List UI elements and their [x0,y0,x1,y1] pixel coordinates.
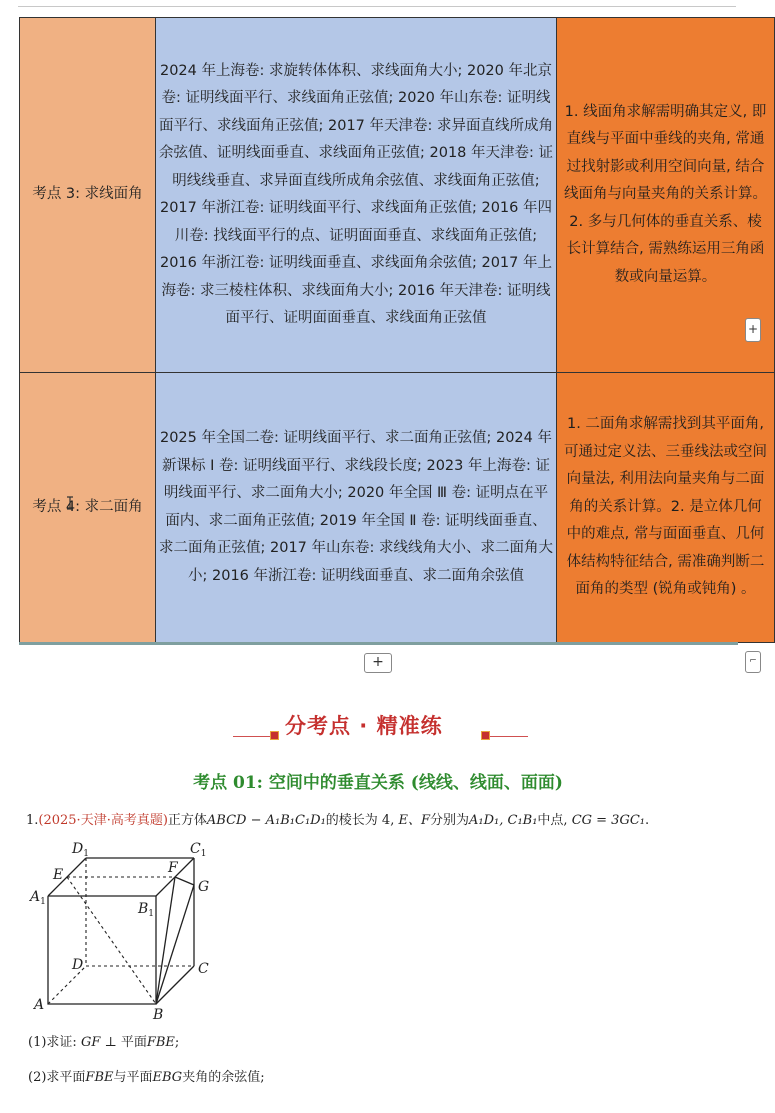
cube-figure [26,838,226,1023]
text-cursor-icon [66,496,74,510]
topic-cell: 考点 3: 求线面角 [20,18,156,373]
part-text: 夹角的余弦值; [182,1070,265,1085]
vertex-label: C [198,961,209,977]
question-math: E、F [398,813,430,828]
add-column-button[interactable]: + [745,318,761,342]
question-text: 正方体 [167,813,207,828]
question-text: . [645,813,650,828]
notes-cell: 1. 线面角求解需明确其定义, 即直线与平面中垂线的夹角, 常通过找射影或利用空间向量, 结合线面角与向量夹角的关系计算。2. 多与几何体的垂直关系、棱长计算结合, 需熟练运用三角函数或向量运算。 [557,18,775,373]
question-1-stem [26,812,649,830]
notes-cell: 1. 二面角求解需找到其平面角, 可通过定义法、三垂线法或空间向量法, 利用法向量夹角与二面角的关系计算。2. 是立体几何中的难点, 常与面面垂直、几何体结构特征结合, 需准确判断二面角的类型 (锐角或钝角) 。 [557,373,775,643]
question-math: A₁D₁, C₁B₁ [469,813,538,828]
vertex-label: D [72,957,84,973]
topic-cell: 考点 4: 求二面角 [20,373,156,643]
table-row [20,18,775,373]
page-top-border [18,6,736,7]
vertex-label: G [198,879,210,895]
section-line-right [490,736,528,737]
vertex-label: $C_1$ [190,841,207,859]
vertex-label: $D_1$ [72,841,89,859]
question-text: 中点, [537,813,572,828]
part-math: FBE [85,1070,114,1085]
question-math: CG = 3GC₁ [571,813,645,828]
table-bottom-border [19,642,738,645]
papers-cell: 2025 年全国二卷: 证明线面平行、求二面角正弦值; 2024 年新课标 Ⅰ 卷: 证明线面平行、求线段长度; 2023 年上海卷: 证明线面平行、求二面角大小; 2020 年全国 Ⅲ 卷: 证明点在平面内、求二面角正弦值; 2019 年全国 Ⅱ 卷: 证明线面垂直、求二面角正弦值; 2017 年山东卷: 求线线角大小、求二面角大小; 2016 年浙江卷: 证明线面垂直、求二面角余弦值 [156,373,557,643]
table-row [20,373,775,643]
segment-BG [156,885,194,1004]
part-math: GF ⊥ [80,1035,117,1050]
question-text: 的棱长为 4, [325,813,399,828]
section-square-icon [481,731,490,740]
papers-cell: 2024 年上海卷: 求旋转体体积、求线面角大小; 2020 年北京卷: 证明线面平行、求线面角正弦值; 2020 年山东卷: 证明线面平行、求线面角正弦值; 2017 年天津卷: 求异面直线所成角余弦值、证明线面垂直、求线面角正弦值; 2018 年天津卷: 证明线线垂直、求异面直线所成角余弦值、求线面角正弦值; 2017 年浙江卷: 证明线面平行、求线面角正弦值; 2016 年四川卷: 找线面平行的点、证明面面垂直、求线面角正弦值; 2016 年浙江卷: 证明线面垂直、求线面角余弦值; 2017 年上海卷: 求三棱柱体积、求线面角大小; 2016 年天津卷: 证明线面平行、证明面面垂直、求线面角正弦值 [156,18,557,373]
segment-FG [175,877,194,885]
vertex-label: $B_1$ [138,901,155,919]
part-text: 与平面 [113,1070,153,1085]
section-square-icon [270,731,279,740]
add-row-button[interactable]: + [364,653,392,673]
topic-subtitle: 考点 01: 空间中的垂直关系 (线线、线面、面面) [193,773,563,793]
vertex-label: A [34,997,45,1013]
part-text: 平面 [116,1035,147,1050]
part-math: FBE [146,1035,175,1050]
question-part-2 [28,1066,265,1085]
vertex-label: F [168,860,178,876]
segment-BF [156,877,175,1004]
part-text: (2)求平面 [28,1070,86,1085]
section-header [0,706,756,746]
question-source: (2025·天津·高考真题) [38,813,168,828]
vertex-label: B [153,1007,164,1023]
exam-topic-table [19,17,775,643]
question-part-1 [28,1031,179,1050]
vertex-label: $A_1$ [30,889,46,907]
section-title: 分考点 · 精准练 [285,714,443,738]
vertex-label: E [53,867,64,883]
question-math: ABCD − A₁B₁C₁D₁ [206,813,326,828]
part-text: (1)求证: [28,1035,81,1050]
question-text: 分别为 [429,813,469,828]
section-line-left [233,736,271,737]
part-math: EBG [152,1070,183,1085]
table-handle-icon[interactable]: ⌐ [745,651,761,673]
part-text: ; [174,1035,180,1050]
question-number: 1. [26,813,39,828]
